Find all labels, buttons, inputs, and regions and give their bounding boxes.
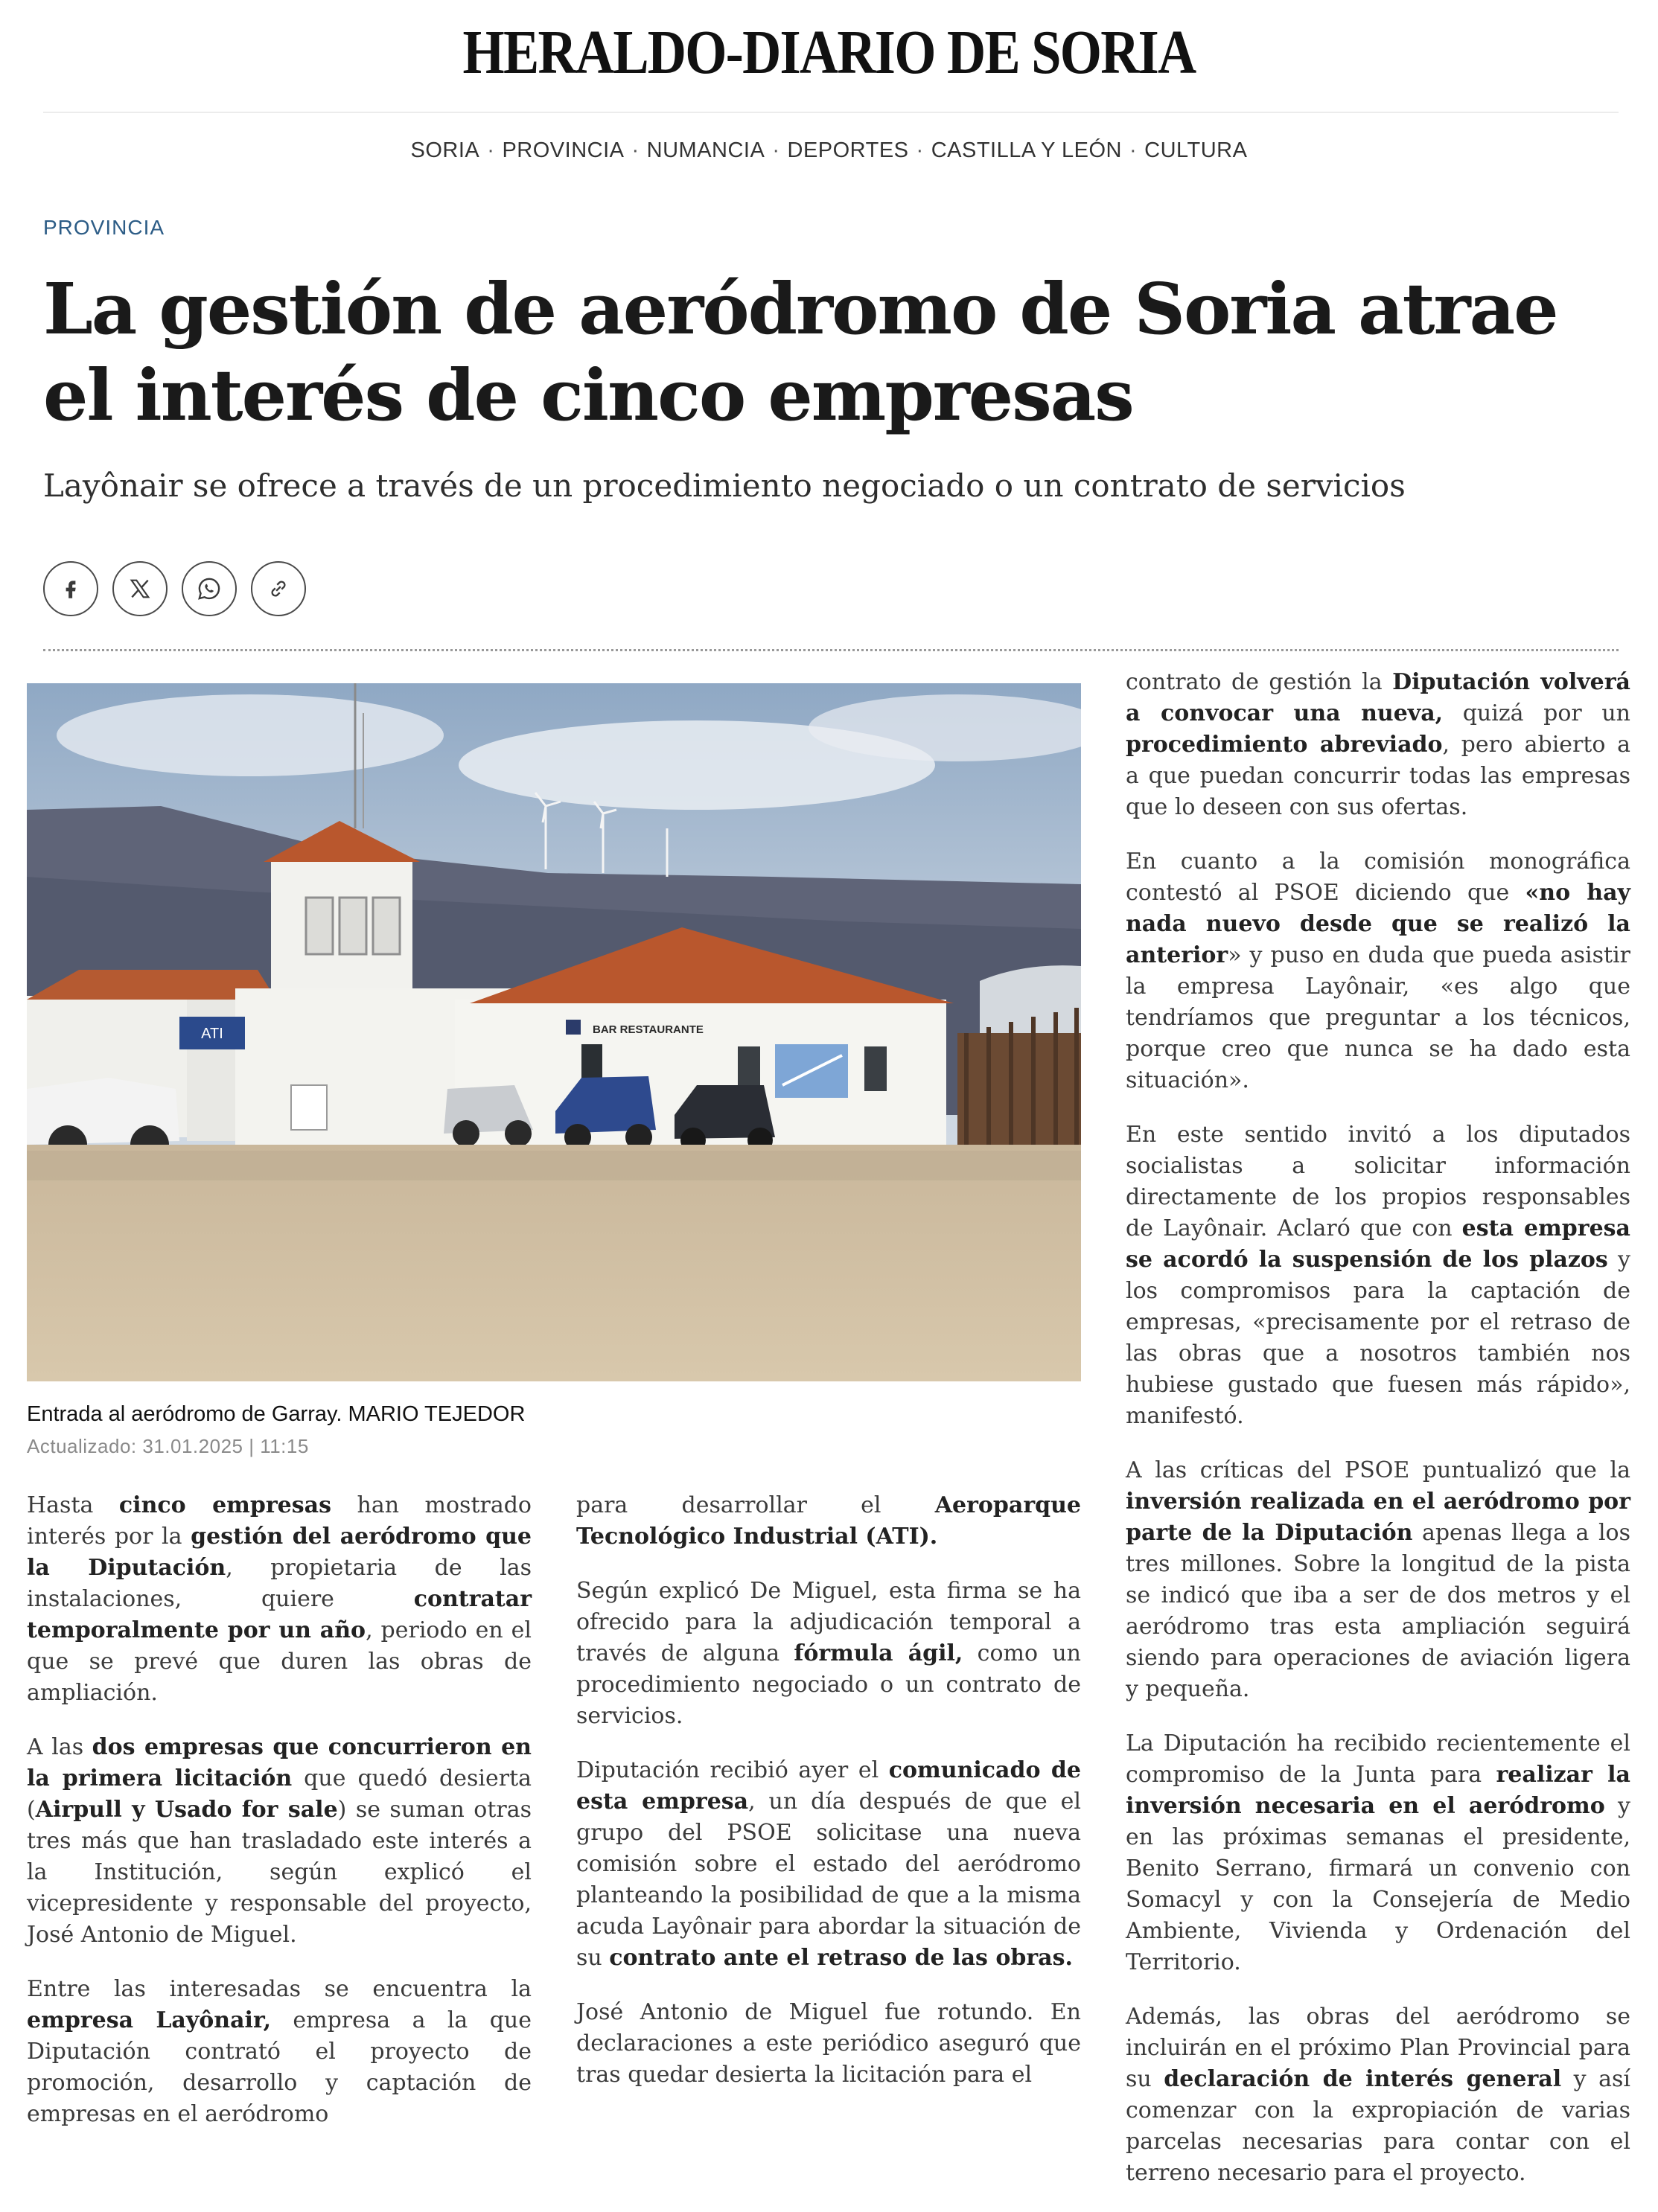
body-text: contrato de gestión la (1126, 669, 1393, 695)
body-text: y así comenzar con la expropiación de varias parcelas necesarias para contar con el terreno necesario para el proyecto. (1126, 2066, 1630, 2186)
x-icon (128, 577, 152, 601)
nav-item-provincia[interactable]: PROVINCIA (502, 138, 625, 162)
body-text: , propietaria de las instalaciones, quiere (27, 1555, 532, 1612)
section-label[interactable]: PROVINCIA (43, 216, 165, 239)
nav-separator: · (1129, 138, 1138, 162)
body-paragraph (1126, 667, 1630, 823)
emphasized-text: «no hay nada nuevo desde que se realizó la anterior (1126, 880, 1630, 968)
link-icon (266, 576, 291, 601)
body-text: Según explicó De Miguel, esta firma se ha ofrecido para la adjudicación temporal a través de alguna (576, 1578, 1081, 1666)
body-text: empresa a la que Diputación contrató el proyecto de promoción, desarrollo y captación de empresas en el aeródromo (27, 2007, 532, 2127)
emphasized-text: inversión realizada en el aeródromo por parte de la Diputación (1126, 1489, 1630, 1546)
emphasized-text: empresa Layônair, (27, 2007, 272, 2033)
nav-item-castilla-y-leon[interactable]: CASTILLA Y LEÓN (931, 138, 1122, 162)
body-paragraph (1126, 1455, 1630, 1705)
nav-item-cultura[interactable]: CULTURA (1144, 138, 1248, 162)
emphasized-text: procedimiento abreviado (1126, 732, 1443, 758)
body-text: En cuanto a la comisión monográfica contestó al PSOE diciendo que (1126, 848, 1630, 906)
facebook-icon (58, 576, 83, 601)
body-text: , periodo en el que se prevé que duren las obras de ampliación. (27, 1617, 532, 1706)
body-text: La Diputación ha recibido recientemente el compromiso de la Junta para (1126, 1730, 1630, 1788)
body-text: José Antonio de Miguel fue rotundo. En declaraciones a este periódico aseguró que tras quedar desierta la licitación para el (576, 1999, 1081, 2088)
article-headline: La gestión de aeródromo de Soria atrae el interés de cinco empresas (43, 268, 1557, 437)
body-text: , un día después de que el grupo del PSOE solicitase una nueva comisión sobre el estado del aeródromo planteando la posibilidad de que a la misma acuda Layônair para abordar la situación de su (576, 1789, 1081, 1971)
nav-item-numancia[interactable]: NUMANCIA (646, 138, 765, 162)
share-whatsapp-button[interactable] (182, 561, 237, 616)
updated-timestamp: Actualizado: 31.01.2025 | 11:15 (27, 1435, 309, 1457)
emphasized-text: Diputación volverá a convocar una nueva, (1126, 669, 1631, 726)
emphasized-text: contratar temporalmente por un año (27, 1586, 532, 1643)
article-subtitle: Layônair se ofrece a través de un procedimiento negociado o un contrato de servicios (43, 467, 1406, 504)
masthead-logo[interactable]: HERALDO-DIARIO DE SORIA (462, 18, 1196, 87)
nav-separator: · (631, 138, 640, 162)
body-paragraph (576, 1755, 1081, 1974)
body-text: han mostrado interés por la (27, 1492, 532, 1550)
body-paragraph (27, 1732, 532, 1951)
share-x-button[interactable] (112, 561, 168, 616)
nav-item-soria[interactable]: SORIA (410, 138, 480, 162)
emphasized-text: declaración de interés general (1164, 2066, 1562, 2092)
body-text: quizá por un (1443, 700, 1630, 726)
emphasized-text: fórmula ágil, (794, 1640, 963, 1666)
photo-sign-ati: ATI (201, 1026, 223, 1042)
body-text: Diputación recibió ayer el (576, 1757, 889, 1783)
body-text: En este sentido invitó a los diputados socialistas a solicitar información directamente de los propios responsables de Layônair. Aclaró que con (1126, 1122, 1630, 1241)
nav-separator: · (916, 138, 924, 162)
emphasized-text: esta empresa se acordó la suspensión de los plazos (1126, 1215, 1630, 1273)
body-text: Además, las obras del aeródromo se incluirán en el próximo Plan Provincial para su (1126, 2004, 1630, 2092)
emphasized-text: realizar la inversión necesaria en el aeródromo (1126, 1762, 1630, 1819)
share-bar (43, 561, 306, 616)
body-text: , pero abierto a a que puedan concurrir todas las empresas que lo deseen con sus ofertas. (1126, 732, 1630, 820)
body-text: Hasta (27, 1492, 119, 1518)
article-photo[interactable] (27, 683, 1081, 1381)
emphasized-text: Airpull y Usado for sale (35, 1797, 338, 1823)
emphasized-text: contrato ante el retraso de las obras. (609, 1945, 1073, 1971)
body-paragraph (27, 1490, 532, 1709)
article-body-column-2 (576, 1490, 1081, 2114)
section-nav (0, 138, 1658, 163)
body-text: Entre las interesadas se encuentra la (27, 1976, 532, 2002)
body-paragraph (1126, 1119, 1630, 1432)
body-text: » y puso en duda que pueda asistir la empresa Layônair, «es algo que tendríamos que preguntar a los técnicos, porque creo que nunca se ha dado esta situación». (1126, 942, 1630, 1093)
article-body-column-3 (1126, 667, 1630, 2212)
article-body-column-1 (27, 1490, 532, 2153)
body-text: A las (27, 1734, 92, 1760)
emphasized-text: Aeroparque Tecnológico Industrial (ATI). (576, 1492, 1081, 1550)
body-paragraph (576, 1490, 1081, 1553)
body-paragraph (576, 1576, 1081, 1732)
body-text: y en las próximas semanas el presidente, Benito Serrano, firmará un convenio con Somacyl y con la Consejería de Medio Ambiente, Vivienda y Ordenación del Territorio. (1126, 1793, 1631, 1975)
nav-separator: · (487, 138, 495, 162)
emphasized-text: cinco empresas (118, 1492, 331, 1518)
emphasized-text: gestión del aeródromo que la Diputación (27, 1524, 532, 1581)
body-paragraph (1126, 2001, 1630, 2189)
photo-sign-restaurant: BAR RESTAURANTE (593, 1023, 704, 1036)
body-text: como un procedimiento negociado o un contrato de servicios. (576, 1640, 1081, 1729)
share-copy-link-button[interactable] (251, 561, 306, 616)
body-paragraph (1126, 1728, 1630, 1978)
body-paragraph (1126, 846, 1630, 1096)
body-paragraph (27, 1974, 532, 2130)
share-divider (43, 649, 1619, 651)
photo-caption: Entrada al aeródromo de Garray. MARIO TEJEDOR (27, 1402, 526, 1426)
share-facebook-button[interactable] (43, 561, 98, 616)
nav-separator: · (772, 138, 780, 162)
body-text: que quedó desierta ( (27, 1765, 532, 1823)
header-divider (43, 112, 1619, 113)
emphasized-text: comunicado de esta empresa (576, 1757, 1081, 1815)
body-text: y los compromisos para la captación de empresas, «precisamente por el retraso de las obras que a nosotros también nos hubiese gustado que fuesen más rápido», manifestó. (1126, 1247, 1631, 1429)
body-text: A las críticas del PSOE puntualizó que la (1126, 1457, 1630, 1483)
whatsapp-icon (196, 575, 223, 602)
body-text: apenas llega a los tres millones. Sobre la longitud de la pista se indicó que iba a ser de dos metros y el aeródromo tras esta ampliación seguirá siendo para operaciones de aviación ligera y pequeña. (1126, 1520, 1630, 1702)
body-text: ) se suman otras tres más que han trasladado este interés a la Institución, según explicó el vicepresidente y responsable del proyecto, José Antonio de Miguel. (27, 1797, 532, 1948)
nav-item-deportes[interactable]: DEPORTES (787, 138, 909, 162)
body-text: para desarrollar el (576, 1492, 935, 1518)
emphasized-text: dos empresas que concurrieron en la primera licitación (27, 1734, 532, 1791)
body-paragraph (576, 1997, 1081, 2091)
aerodrome-photo-illustration (27, 683, 1081, 1381)
